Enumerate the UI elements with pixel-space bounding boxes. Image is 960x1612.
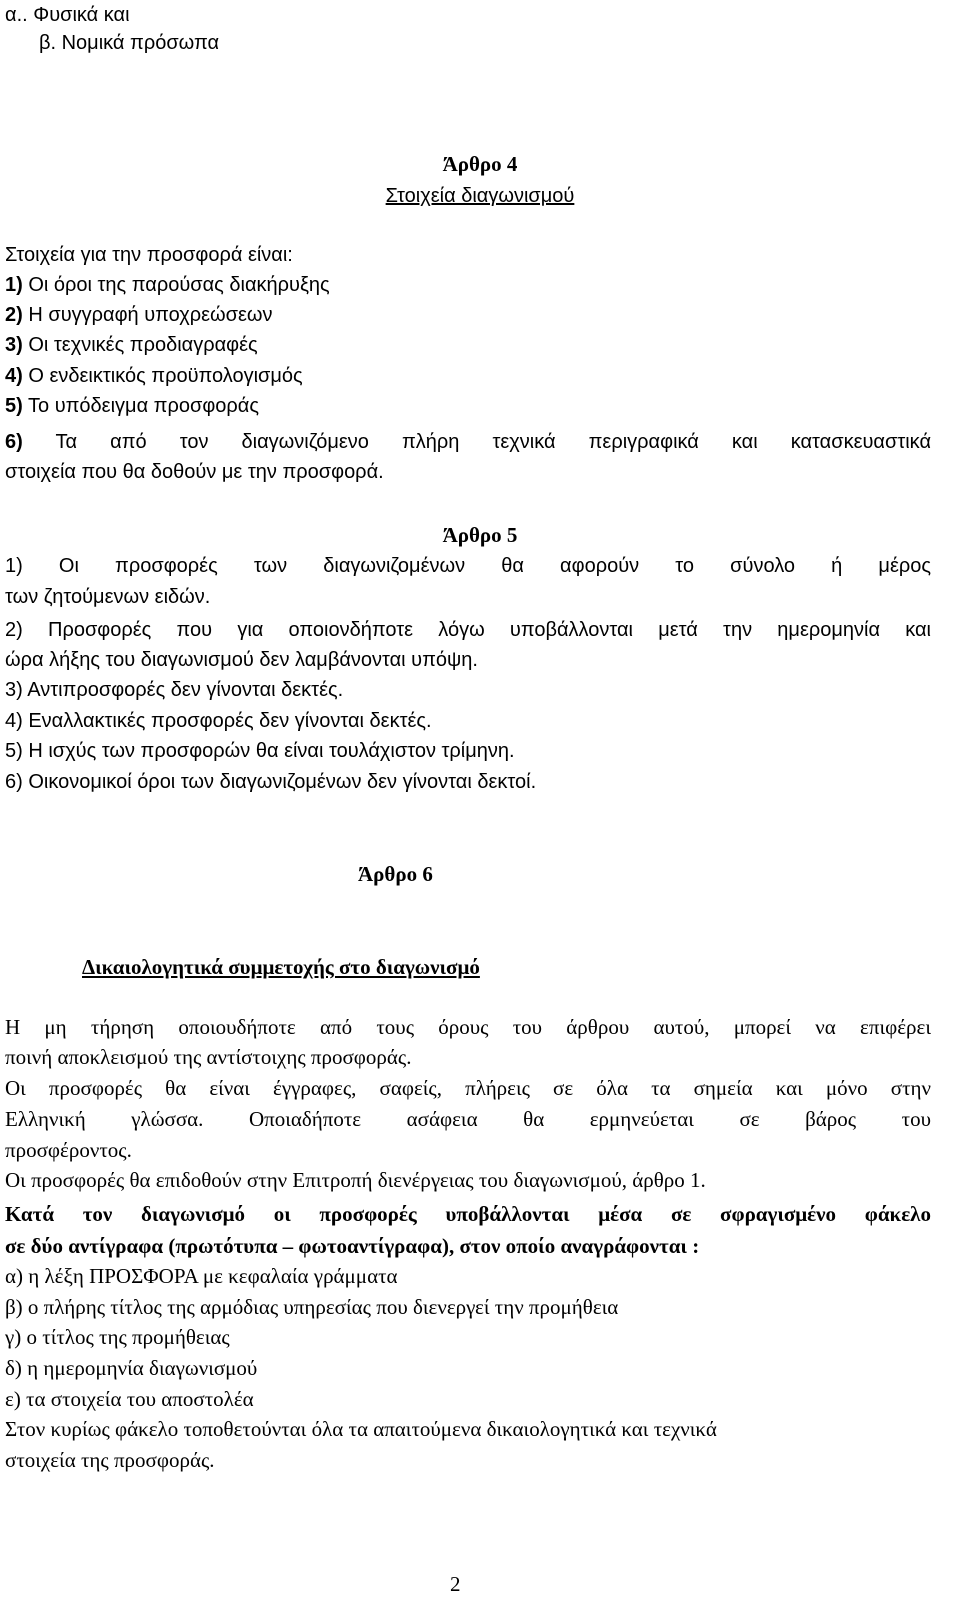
article-6-bold-line: σε δύο αντίγραφα (πρωτότυπα – φωτοαντίγραφα), στον οποίο αναγράφονται : [5, 1234, 700, 1258]
article-6-bold-line: Κατά τον διαγωνισμό οι προσφορές υποβάλλονται μέσα σε σφραγισμένο φάκελο [5, 1202, 931, 1226]
article-5-line: 4) Εναλλακτικές προσφορές δεν γίνονται δεκτές. [5, 710, 432, 732]
article-6-line: β) ο πλήρης τίτλος της αρμόδιας υπηρεσίας που διενεργεί την προμήθεια [5, 1295, 619, 1319]
article-6-line: ποινή αποκλεισμού της αντίστοιχης προσφοράς. [5, 1045, 412, 1069]
article-5-line: 3) Αντιπροσφορές δεν γίνονται δεκτές. [5, 679, 344, 701]
article-6-line: γ) ο τίτλος της προμήθειας [5, 1325, 230, 1349]
article-6-line: Ελληνική γλώσσα. Οποιαδήποτε ασάφεια θα ερμηνεύεται σε βάρος του [5, 1107, 931, 1131]
article-6-heading: Άρθρο 6 [358, 862, 433, 886]
list-item: 6) Τα από τον διαγωνιζόμενο πλήρη τεχνικά περιγραφικά και κατασκευαστικά [5, 431, 931, 453]
article-6-line: Οι προσφορές θα επιδοθούν στην Επιτροπή διενέργειας του διαγωνισμού, άρθρο 1. [5, 1168, 706, 1192]
article-5-line: 6) Οικονομικοί όροι των διαγωνιζομένων δεν γίνονται δεκτοί. [5, 771, 537, 793]
list-item: 4) Ο ενδεικτικός προϋπολογισμός [5, 365, 303, 387]
list-item-continuation: στοιχεία που θα δοθούν με την προσφορά. [5, 461, 384, 483]
article-5-line: ώρα λήξης του διαγωνισμού δεν λαμβάνονται υπόψη. [5, 649, 478, 671]
article-6-line: Η μη τήρηση οποιουδήποτε από τους όρους του άρθρου αυτού, μπορεί να επιφέρει [5, 1015, 931, 1039]
article-5-line: των ζητούμενων ειδών. [5, 586, 211, 608]
article-4-subheading: Στοιχεία διαγωνισμού [385, 185, 575, 207]
article-6-line: Στον κυρίως φάκελο τοποθετούνται όλα τα απαιτούμενα δικαιολογητικά και τεχνικά [5, 1417, 717, 1441]
article-5-line: 1) Οι προσφορές των διαγωνιζομένων θα αφορούν το σύνολο ή μέρος [5, 555, 931, 577]
article-6-line: δ) η ημερομηνία διαγωνισμού [5, 1356, 258, 1380]
person-type-legal: β. Νομικά πρόσωπα [39, 32, 220, 54]
list-item: 5) Το υπόδειγμα προσφοράς [5, 395, 259, 417]
article-5-line: 5) Η ισχύς των προσφορών θα είναι τουλάχιστον τρίμηνη. [5, 740, 515, 762]
article-6-subheading: Δικαιολογητικά συμμετοχής στο διαγωνισμό [82, 955, 480, 979]
person-type-natural: α.. Φυσικά και [5, 4, 130, 26]
list-item: 3) Οι τεχνικές προδιαγραφές [5, 334, 258, 356]
article-5-line: 2) Προσφορές που για οποιονδήποτε λόγω υποβάλλονται μετά την ημερομηνία και [5, 619, 931, 641]
article-4-intro: Στοιχεία για την προσφορά είναι: [5, 244, 293, 266]
article-6-line: στοιχεία της προσφοράς. [5, 1448, 215, 1472]
list-item: 1) Οι όροι της παρούσας διακήρυξης [5, 274, 330, 296]
article-6-line: προσφέροντος. [5, 1138, 132, 1162]
article-6-line: ε) τα στοιχεία του αποστολέα [5, 1387, 254, 1411]
article-6-line: α) η λέξη ΠΡΟΣΦΟΡΑ με κεφαλαία γράμματα [5, 1264, 398, 1288]
article-4-heading: Άρθρο 4 [442, 152, 518, 176]
page-number: 2 [450, 1572, 461, 1596]
article-5-heading: Άρθρο 5 [442, 523, 518, 547]
article-6-line: Οι προσφορές θα είναι έγγραφες, σαφείς, πλήρεις σε όλα τα σημεία και μόνο στην [5, 1076, 931, 1100]
list-item: 2) Η συγγραφή υποχρεώσεων [5, 304, 273, 326]
